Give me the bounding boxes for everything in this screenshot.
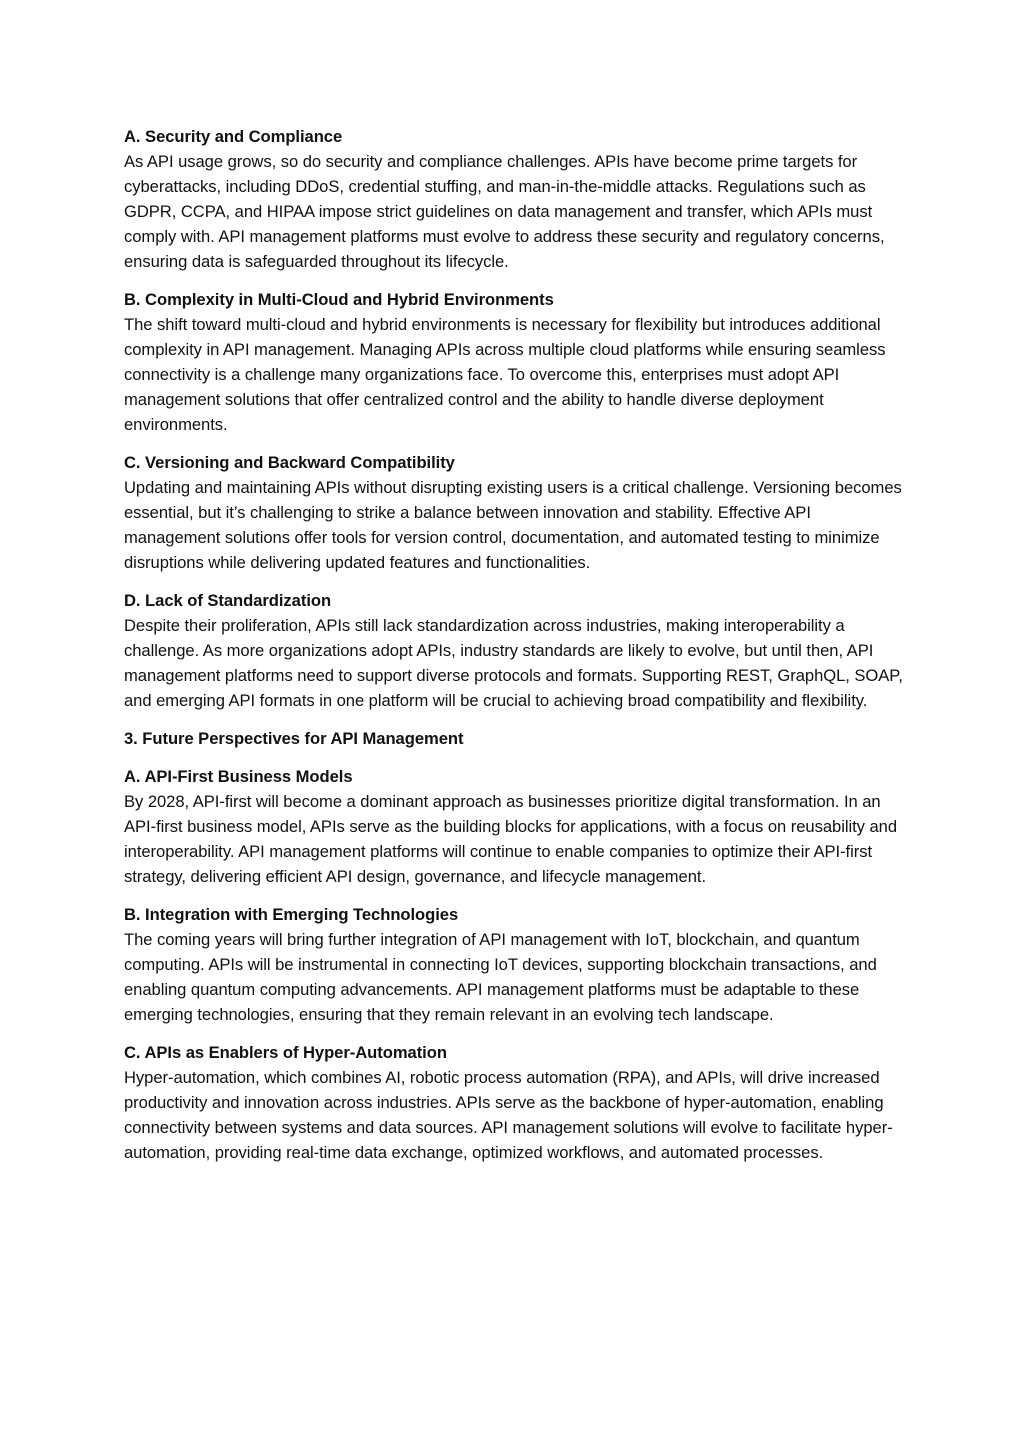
section-hyper-automation (124, 1040, 904, 1165)
section-paragraph: As API usage grows, so do security and compliance challenges. APIs have become prime targets for cyberattacks, including DDoS, credential stuffing, and man-in-the-middle attacks. Regulations such as GDPR, CCPA, and HIPAA impose strict guidelines on data management and transfer, which APIs must comply with. API management platforms must evolve to address these security and regulatory concerns, ensuring data is safeguarded throughout its lifecycle. (124, 152, 885, 271)
section-security-compliance (124, 124, 904, 274)
section-emerging-tech (124, 902, 904, 1027)
section-heading: D. Lack of Standardization (124, 591, 332, 610)
section-paragraph: Despite their proliferation, APIs still lack standardization across industries, making interoperability a challenge. As more organizations adopt APIs, industry standards are likely to evolve, but until then, API management platforms need to support diverse protocols and formats. Supporting REST, GraphQL, SOAP, and emerging API formats in one platform will be crucial to achieving broad compatibility and flexibility. (124, 616, 903, 710)
section-heading: A. API-First Business Models (124, 767, 353, 786)
section-paragraph: By 2028, API-first will become a dominant approach as businesses prioritize digital transformation. In an API-first business model, APIs serve as the building blocks for applications, with a focus on reusability and interoperability. API management platforms will continue to enable companies to optimize their API-first strategy, delivering efficient API design, governance, and lifecycle management. (124, 792, 898, 886)
section-heading: A. Security and Compliance (124, 127, 343, 146)
section-heading: B. Integration with Emerging Technologies (124, 905, 459, 924)
section-standardization (124, 588, 904, 713)
section-versioning (124, 450, 904, 575)
section-paragraph: Updating and maintaining APIs without disrupting existing users is a critical challenge. Versioning becomes essential, but it’s challenging to strike a balance between innovation and stability. Effective API management solutions offer tools for version control, documentation, and automated testing to minimize disruptions while delivering updated features and functionalities. (124, 478, 902, 572)
future-perspectives-heading: 3. Future Perspectives for API Management (124, 729, 464, 748)
section-heading: C. Versioning and Backward Compatibility (124, 453, 455, 472)
section-paragraph: The shift toward multi-cloud and hybrid environments is necessary for flexibility but introduces additional complexity in API management. Managing APIs across multiple cloud platforms while ensuring seamless connectivity is a challenge many organizations face. To overcome this, enterprises must adopt API management solutions that offer centralized control and the ability to handle diverse deployment environments. (124, 315, 886, 434)
section-multi-cloud (124, 287, 904, 437)
section-paragraph: Hyper-automation, which combines AI, robotic process automation (RPA), and APIs, will drive increased productivity and innovation across industries. APIs serve as the backbone of hyper-automation, enabling connectivity between systems and data sources. API management solutions will evolve to facilitate hyper-automation, providing real-time data exchange, optimized workflows, and automated processes. (124, 1068, 893, 1162)
section-api-first (124, 764, 904, 889)
section-paragraph: The coming years will bring further integration of API management with IoT, blockchain, and quantum computing. APIs will be instrumental in connecting IoT devices, supporting blockchain transactions, and enabling quantum computing advancements. API management platforms must be adaptable to these emerging technologies, ensuring that they remain relevant in an evolving tech landscape. (124, 930, 877, 1024)
section-heading: B. Complexity in Multi-Cloud and Hybrid Environments (124, 290, 554, 309)
document-content (124, 124, 904, 1178)
section-heading: C. APIs as Enablers of Hyper-Automation (124, 1043, 447, 1062)
